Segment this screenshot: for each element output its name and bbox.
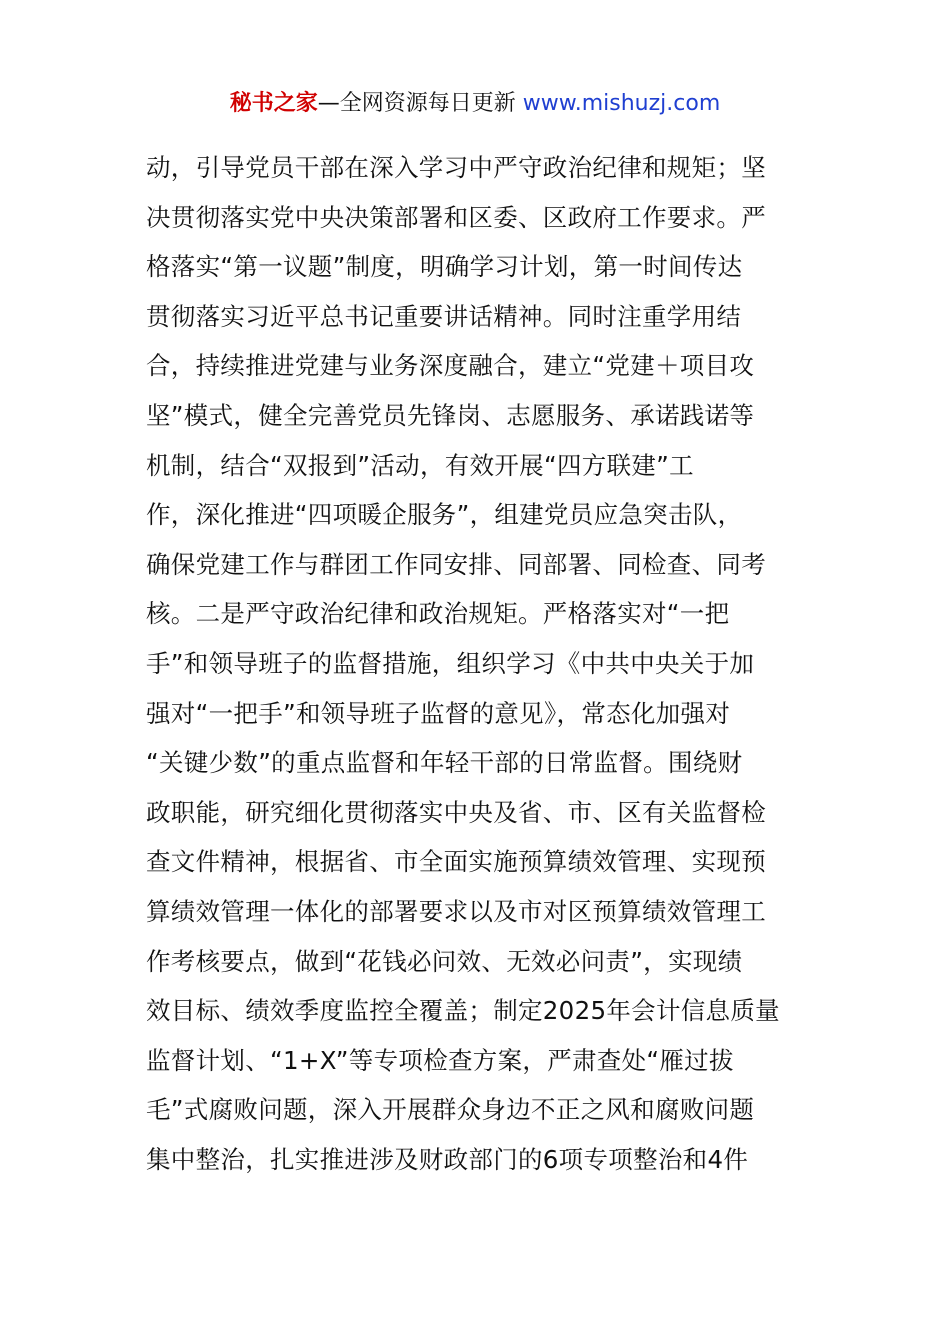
body-line: 集中整治，扎实推进涉及财政部门的6项专项整治和4件	[146, 1144, 749, 1174]
body-line: 核。二是严守政治纪律和政治规矩。严格落实对“一把	[146, 599, 730, 629]
body-line: 格落实“第一议题”制度，明确学习计划，第一时间传达	[146, 252, 743, 282]
body-line: 动，引导党员干部在深入学习中严守政治纪律和规矩；坚	[146, 153, 766, 182]
site-url-link[interactable]: www.mishuzj.com	[522, 91, 721, 116]
body-line: 政职能，研究细化贯彻落实中央及省、市、区有关监督检	[146, 797, 766, 827]
document-body	[146, 148, 816, 1189]
body-line: 合，持续推进党建与业务深度融合，建立“党建＋项目攻	[146, 351, 755, 381]
body-line: 贯彻落实习近平总书记重要讲话精神。同时注重学用结	[146, 301, 742, 331]
body-line: 手”和领导班子的监督措施，组织学习《中共中央关于加	[146, 648, 755, 678]
body-line: 算绩效管理一体化的部署要求以及市对区预算绩效管理工	[146, 896, 766, 926]
body-line: 监督计划、“1+X”等专项检查方案，严肃查处“雁过拔	[146, 1045, 734, 1075]
body-line: 作，深化推进“四项暖企服务”，组建党员应急突击队，	[146, 500, 743, 530]
body-line: 作考核要点，做到“花钱必问效、无效必问责”，实现绩	[146, 946, 743, 976]
body-line: 效目标、绩效季度监控全覆盖；制定2025年会计信息质量	[146, 996, 780, 1026]
body-line: 机制，结合“双报到”活动，有效开展“四方联建”工	[146, 450, 694, 480]
body-line: 决贯彻落实党中央决策部署和区委、区政府工作要求。严	[146, 202, 766, 232]
body-line: 毛”式腐败问题，深入开展群众身边不正之风和腐败问题	[146, 1095, 755, 1125]
header-tagline: —全网资源每日更新	[317, 91, 516, 116]
body-line: 强对“一把手”和领导班子监督的意见》，常态化加强对	[146, 698, 731, 728]
body-line: 坚”模式，健全完善党员先锋岗、志愿服务、承诺践诺等	[146, 400, 755, 430]
body-line: “关键少数”的重点监督和年轻干部的日常监督。围绕财	[146, 748, 743, 778]
body-line: 查文件精神，根据省、市全面实施预算绩效管理、实现预	[146, 847, 766, 877]
body-line: 确保党建工作与群团工作同安排、同部署、同检查、同考	[146, 549, 766, 579]
document-header	[0, 88, 950, 120]
brand-name: 秘书之家	[229, 91, 318, 116]
